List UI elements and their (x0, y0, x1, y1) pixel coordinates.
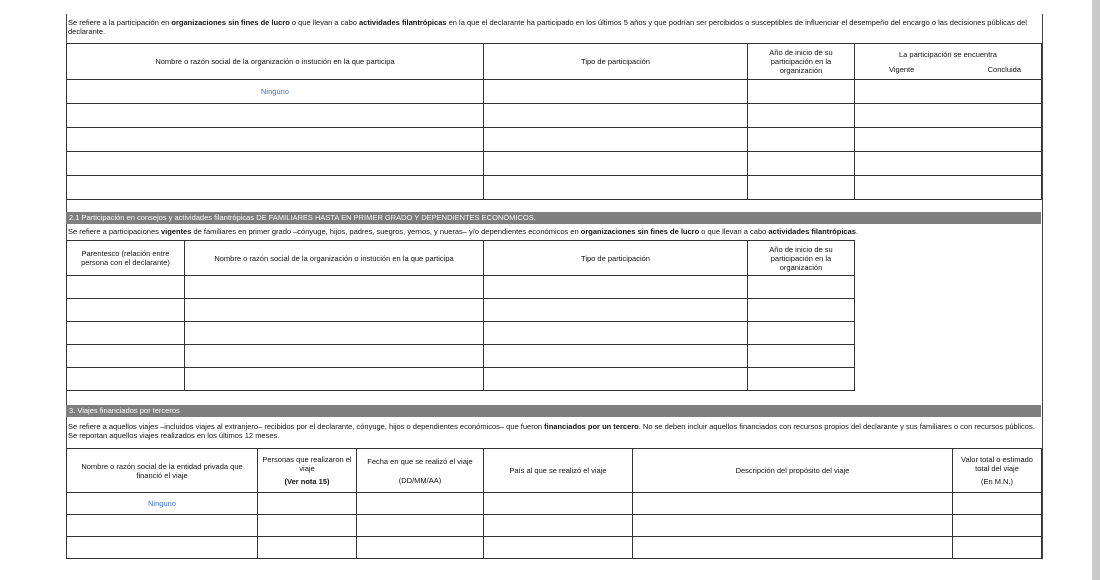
table-cell[interactable] (258, 537, 357, 559)
sec3-note-bold: financiados por un tercero (544, 422, 639, 431)
table-cell[interactable] (357, 515, 484, 537)
sec2-note (66, 226, 1045, 237)
sec3-header-personas-label: Personas que realizaron el viaje (262, 455, 352, 473)
table-cell[interactable] (185, 322, 484, 345)
table-cell[interactable] (633, 515, 953, 537)
table-cell[interactable] (855, 104, 1042, 128)
sec3-header-valor-note: (En M.N.) (980, 477, 1014, 486)
table-cell[interactable] (484, 345, 748, 368)
sec1-header-anio: Año de inicio de su participación en la organización (748, 44, 855, 80)
table-cell[interactable] (258, 515, 357, 537)
table-cell[interactable] (748, 80, 855, 104)
table-row (67, 104, 1042, 128)
table-cell[interactable] (67, 299, 185, 322)
sec3-header-valor-label: Valor total o estimado total del viaje (961, 455, 1033, 473)
table-cell[interactable] (185, 299, 484, 322)
table-cell[interactable] (67, 176, 484, 200)
table-cell[interactable] (484, 152, 748, 176)
table-cell[interactable] (67, 322, 185, 345)
table-cell[interactable] (633, 537, 953, 559)
sec3-header-pais: País al que se realizó el viaje (484, 449, 633, 493)
table-cell[interactable] (855, 128, 1042, 152)
table-cell[interactable] (748, 322, 855, 345)
sec1-note (66, 17, 1045, 37)
table-cell[interactable] (748, 104, 855, 128)
table-cell[interactable] (484, 176, 748, 200)
table-cell[interactable] (185, 276, 484, 299)
sec2-note-text-2: de familiares en primer grado –cónyuge, hijos, padres, suegros, yernos, y nueras– y/o dependientes económicos en (191, 227, 581, 236)
table-cell[interactable] (953, 493, 1042, 515)
table-row (67, 80, 1042, 104)
table-cell[interactable] (185, 368, 484, 391)
table-cell[interactable] (855, 176, 1042, 200)
sec1-header-estado-label: La participación se encuentra (899, 49, 997, 59)
table-cell[interactable] (484, 537, 633, 559)
sec3-header-valor (953, 449, 1042, 493)
table-cell[interactable] (484, 128, 748, 152)
table-row (67, 493, 1042, 515)
table-cell[interactable] (67, 276, 185, 299)
sec1-note-text-2: o que llevan a cabo (289, 18, 359, 27)
sec2-table (66, 240, 1042, 391)
sec3-note (66, 421, 1045, 441)
table-cell[interactable] (67, 128, 484, 152)
sec3-title: 3. Viajes financiados por terceros (66, 405, 1041, 417)
table-cell[interactable] (484, 368, 748, 391)
table-cell[interactable] (953, 515, 1042, 537)
table-cell[interactable] (484, 515, 633, 537)
sec1-header-estado (855, 44, 1042, 80)
sec2-header-org: Nombre o razón social de la organización o instución en la que participa (185, 241, 484, 276)
sec2-note-bold-1: vigentes (160, 227, 192, 236)
sec2-note-text-4: . (855, 227, 859, 236)
table-cell[interactable] (748, 276, 855, 299)
sec1-table (66, 43, 1042, 200)
sec1-header-tipo: Tipo de participación (484, 44, 748, 80)
table-cell[interactable] (633, 493, 953, 515)
scrollbar-gutter (1092, 0, 1100, 580)
table-cell[interactable] (67, 368, 185, 391)
sec1-note-bold-2: actividades filantrópicas (359, 18, 447, 27)
table-cell[interactable] (484, 322, 748, 345)
sec2-header-anio: Año de inicio de su participación en la organización (748, 241, 855, 276)
sec3-note-text-2: . No se deben incluir aquellos financiados con recursos propios del declarante y sus familiares o con recursos públicos. Se reportan aquellos viajes realizados en los últimos 12 meses. (68, 422, 1035, 440)
sec3-header-personas (258, 449, 357, 493)
table-cell[interactable] (748, 345, 855, 368)
sec2-title: 2.1 Participación en consejos y actividades filantrópicas DE FAMILIARES HASTA EN PRIMER GRADO Y DEPENDIENTES ECONÓMICOS. (66, 212, 1041, 224)
table-cell[interactable] (357, 537, 484, 559)
table-cell[interactable] (484, 493, 633, 515)
sec3-header-fecha-label: Fecha en que se realizó el viaje (367, 456, 473, 466)
table-cell[interactable] (357, 493, 484, 515)
table-cell[interactable] (258, 493, 357, 515)
sec1-header-org: Nombre o razón social de la organización o instución en la que participa (67, 44, 484, 80)
sec1-header-vigente: Vigente (889, 64, 915, 74)
sec1-header-concluida: Concluida (987, 64, 1021, 74)
table-cell[interactable] (748, 299, 855, 322)
sec3-header-fecha-note: (DD/MM/AA) (398, 475, 442, 485)
sec2-note-bold-3: actividades filantrópicas (768, 227, 856, 236)
sec2-note-text-3: o que llevan a cabo (699, 227, 769, 236)
table-row (67, 152, 1042, 176)
table-cell[interactable] (748, 368, 855, 391)
sec1-note-text-3: en la que el declarante ha participado en los últimos 5 años y que podrían ser percibidos o susceptibles de influenciar el desempeño del encargo o las decisiones públicas del declarante. (68, 18, 1027, 36)
sec3-header-desc: Descripción del propósito del viaje (633, 449, 953, 493)
table-row (67, 176, 1042, 200)
sec3-header-fecha (357, 449, 484, 493)
sec3-header-entidad: Nombre o razón social de la entidad privada que financió el viaje (67, 449, 258, 493)
sec2-blank-area (855, 241, 1042, 391)
sec2-header-tipo: Tipo de participación (484, 241, 748, 276)
table-cell[interactable] (748, 128, 855, 152)
table-cell[interactable] (953, 537, 1042, 559)
table-row (67, 537, 1042, 559)
table-cell[interactable] (67, 515, 258, 537)
table-cell[interactable] (67, 537, 258, 559)
table-row (67, 515, 1042, 537)
table-cell[interactable] (484, 104, 748, 128)
sec2-note-text: Se refiere a participaciones (68, 227, 161, 236)
sec3-table (66, 448, 1042, 559)
sec1-note-bold-1: organizaciones sin fines de lucro (171, 18, 290, 27)
table-cell[interactable] (855, 152, 1042, 176)
table-cell[interactable] (484, 80, 748, 104)
sec3-value-entidad[interactable]: Ninguno (67, 493, 258, 515)
sec3-note-text: Se refiere a aquellos viajes –incluidos viajes al extranjero– recibidos por el declarante, cónyuge, hijos o dependientes económicos– que fueron (68, 422, 545, 431)
table-cell[interactable] (484, 299, 748, 322)
sec2-header-parentesco: Parentesco (relación entre persona con el declarante) (67, 241, 185, 276)
table-cell[interactable] (484, 276, 748, 299)
sec2-note-bold-2: organizaciones sin fines de lucro (580, 227, 700, 236)
table-cell[interactable] (67, 345, 185, 368)
table-cell[interactable] (855, 80, 1042, 104)
table-cell[interactable] (748, 176, 855, 200)
table-cell[interactable] (67, 152, 484, 176)
sec1-value-org[interactable]: Ninguno (67, 80, 484, 104)
table-cell[interactable] (185, 345, 484, 368)
sec3-header-personas-note: (Ver nota 15) (284, 477, 330, 486)
table-cell[interactable] (67, 104, 484, 128)
table-row (67, 128, 1042, 152)
table-cell[interactable] (748, 152, 855, 176)
sec1-note-text: Se refiere a la participación en (68, 18, 172, 27)
